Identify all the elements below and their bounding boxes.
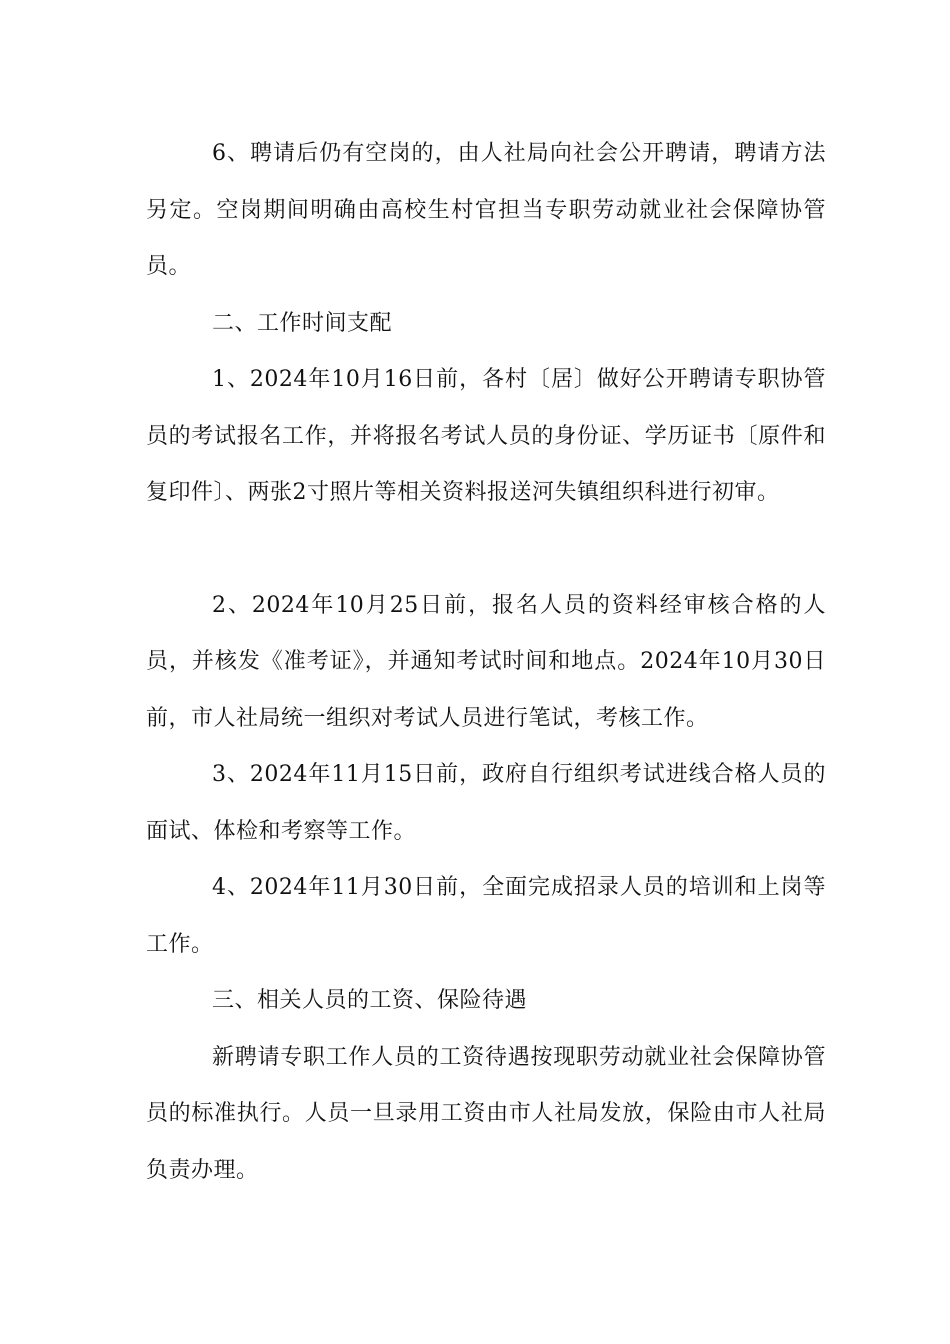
paragraph-schedule-item-2: 2、2024年10月25日前，报名人员的资料经审核合格的人员，并核发《准考证》，并通知考试时间和地点。2024年10月30日前，市人社局统一组织对考试人员进行笔试，考核工作。	[146, 592, 826, 731]
paragraph-schedule-item-4: 4、2024年11月30日前，全面完成招录人员的培训和上岗等工作。	[146, 875, 826, 957]
paragraph-salary-insurance: 新聘请专职工作人员的工资待遇按现职劳动就业社会保障协管员的标准执行。人员一旦录用工资由市人社局发放，保险由市人社局负责办理。	[146, 1044, 826, 1183]
document-body	[146, 126, 826, 1199]
paragraph-vacancy-recruitment: 6、聘请后仍有空岗的，由人社局向社会公开聘请，聘请方法另定。空岗期间明确由高校生村官担当专职劳动就业社会保障协管员。	[146, 141, 826, 279]
section-heading-salary-insurance: 三、相关人员的工资、保险待遇	[212, 988, 528, 1013]
paragraph-schedule-item-3: 3、2024年11月15日前，政府自行组织考试进线合格人员的面试、体检和考察等工作。	[146, 762, 826, 844]
blank-line	[146, 522, 826, 578]
paragraph-schedule-item-1: 1、2024年10月16日前，各村〔居〕做好公开聘请专职协管员的考试报名工作，并将报名考试人员的身份证、学历证书〔原件和复印件〕、两张2寸照片等相关资料报送河失镇组织科进行初审。	[146, 367, 826, 505]
section-heading-schedule: 二、工作时间支配	[212, 310, 393, 336]
